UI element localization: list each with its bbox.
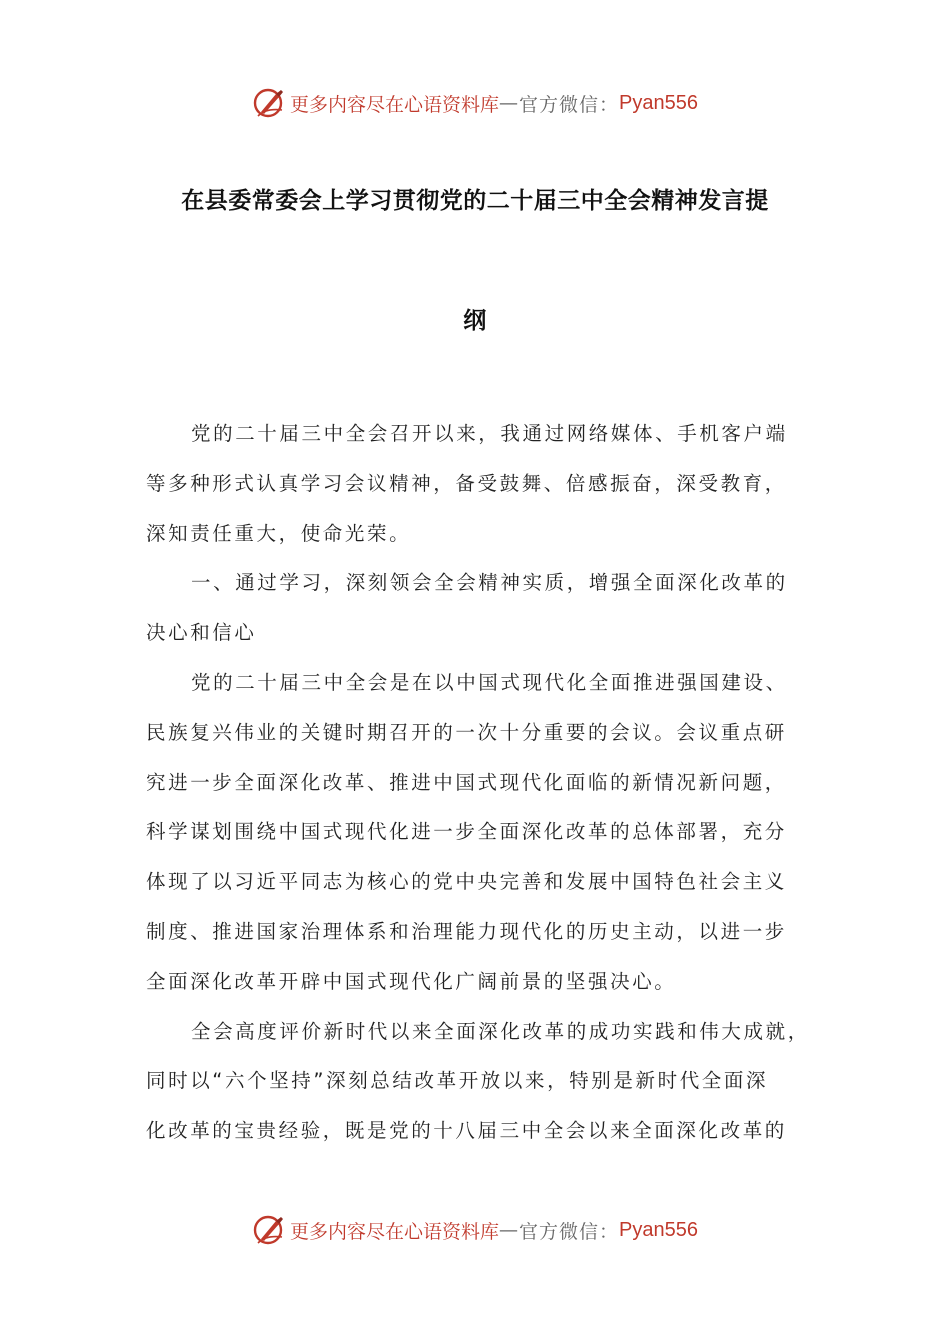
body-line: 科学谋划围绕中国式现代化进一步全面深化改革的总体部署，充分 [146, 820, 787, 844]
body-line: 体现了以习近平同志为核心的党中央完善和发展中国特色社会主义 [146, 870, 787, 894]
brand-name: 更多内容尽在心语资料库 [290, 1220, 500, 1243]
body-line: 究进一步全面深化改革、推进中国式现代化面临的新情况新问题， [146, 770, 787, 794]
footer-watermark-banner [0, 1210, 950, 1250]
body-line: 等多种形式认真学习会议精神，备受鼓舞、倍感振奋，深受教育， [146, 471, 787, 495]
header-watermark-banner [0, 83, 950, 123]
official-wechat-label: 官方微信： [519, 1220, 620, 1243]
document-title-line-1: 在县委常委会上学习贯彻党的二十届三中全会精神发言提 [181, 188, 769, 214]
separator-dash: — [499, 92, 520, 114]
body-line: 党的二十届三中全会召开以来，我通过网络媒体、手机客户端 [191, 422, 788, 445]
official-wechat-label: 官方微信： [519, 93, 620, 116]
separator-dash: — [499, 1219, 520, 1241]
section-heading-line: 决心和信心 [146, 621, 257, 645]
body-line: 党的二十届三中全会是在以中国式现代化全面推进强国建设、 [191, 670, 788, 694]
document-title-line-2: 纲 [463, 308, 487, 334]
pen-logo-icon [252, 1213, 286, 1247]
wechat-account: Pyan556 [619, 1218, 698, 1241]
body-line: 化改革的宝贵经验，既是党的十八届三中全会以来全面深化改革的 [146, 1119, 787, 1143]
document-body [146, 418, 810, 1165]
wechat-account: Pyan556 [619, 91, 698, 114]
pen-logo-icon [252, 86, 286, 120]
brand-name: 更多内容尽在心语资料库 [290, 93, 500, 116]
body-line: 全面深化改革开辟中国式现代化广阔前景的坚强决心。 [146, 969, 677, 993]
body-line: 同时以“六个坚持”深刻总结改革开放以来，特别是新时代全面深 [146, 1069, 769, 1093]
body-line: 民族复兴伟业的关键时期召开的一次十分重要的会议。会议重点研 [146, 720, 787, 744]
section-heading-line: 一、通过学习，深刻领会全会精神实质，增强全面深化改革的 [191, 571, 788, 595]
body-line: 制度、推进国家治理体系和治理能力现代化的历史主动，以进一步 [146, 919, 787, 943]
body-line: 深知责任重大，使命光荣。 [146, 521, 412, 545]
body-line: 全会高度评价新时代以来全面深化改革的成功实践和伟大成就， [191, 1019, 810, 1043]
